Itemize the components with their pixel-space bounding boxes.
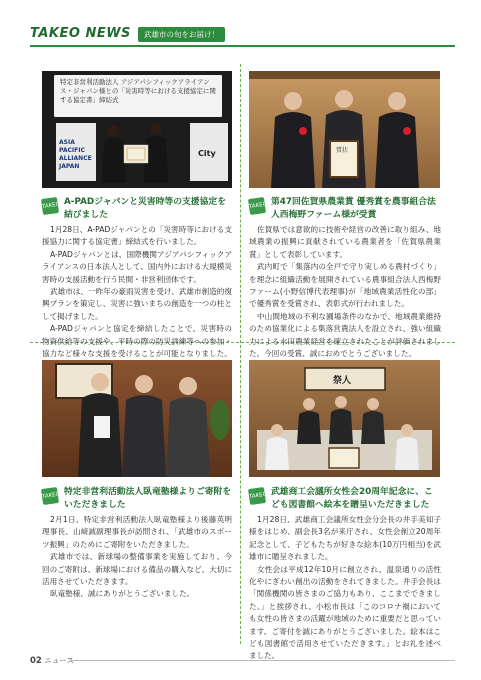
article-award-body xyxy=(249,224,441,360)
column-divider xyxy=(240,64,241,644)
footer-label: ニュース xyxy=(44,656,74,665)
paragraph: 中山間地域の不利な圃場条件のなかで、地域農業維持のため協業化による集落営農法人を設立され、強い組織力による水田農業経営を確立されたことが評価されました。今回の受賞、誠におめでとうございました。 xyxy=(249,311,441,359)
article-apad-heading xyxy=(41,196,234,226)
section-tag: 武雄市の旬をお届け！ xyxy=(138,27,225,42)
paragraph: 臥竜塾様、誠にありがとうございました。 xyxy=(50,589,195,599)
news-badge: TAKEO NEWS xyxy=(248,197,266,215)
footer-rule xyxy=(70,660,455,661)
city-logo-text: City xyxy=(198,149,216,158)
news-badge: TAKEO NEWS xyxy=(248,487,266,505)
photo-agriculture-award xyxy=(249,71,440,188)
article-picturebook-body xyxy=(249,514,441,663)
page-header xyxy=(30,26,455,44)
article-donation-body xyxy=(42,514,232,601)
banner-text: 特定非営利活動法人 アジアパシフィックアライアンス・ジャパン様との「災害時等における支援協定に関する協定書」締結式 xyxy=(60,78,216,104)
header-rule xyxy=(30,45,455,47)
banner-text: 祭人 xyxy=(333,376,352,386)
paragraph: 1月28日、A-PADジャパンとの「災害時等における支援協力に関する協定書」締結式を行いました。 xyxy=(42,225,232,247)
signing-people-illustration xyxy=(42,71,232,188)
paragraph: 女性会は平成12年10月に創立され、温泉通りの活性化やにぎわい創出の活動をされてきました。井手会長は「関係機関の皆さまのご協力もあり、ここまでできました。」と挨拶され、小松市長は「このコロナ禍においても女性の皆さまの活躍が地域のために重要だと思っています。ご寄付を誠にありがとうございました。絵本はこども図書館で活用させていただきます。」とお礼を述べました。 xyxy=(249,564,441,661)
photo-womens-association xyxy=(249,360,440,477)
photo-apad-signing xyxy=(42,71,232,188)
article-award-heading xyxy=(248,196,441,226)
page-footer xyxy=(30,655,74,666)
photo-garyujuku-donation xyxy=(42,360,232,477)
article-title: 武雄商工会議所女性会20周年記念に、こども図書館へ絵本を贈呈いただきました xyxy=(271,487,433,510)
article-apad-body xyxy=(42,224,232,360)
article-donation-heading xyxy=(41,486,234,516)
award-people-illustration xyxy=(249,71,440,188)
paragraph: 武雄市では、新球場の整備事業を実施しており、今回のご寄附は、新球場における備品の購入など、大切に活用させていただきます。 xyxy=(42,552,232,587)
apad-logo-text: ASIA PACIFIC ALLIANCE JAPAN xyxy=(59,139,92,170)
section-title: TAKEO NEWS xyxy=(30,26,131,41)
paragraph: 武内町で「集落内の全戸で守り実しめる農村づくり」を理念に組織活動を展開されている農事組合法人西梅野ファーム(小野信博代表理事)が「地域農業活性化の部」で優秀賞を受賞され、表彰式が行われました。 xyxy=(249,262,441,309)
news-badge: TAKEO NEWS xyxy=(41,197,59,215)
paragraph: 1月28日、武雄商工会議所女性会分会長の井手美知子様をはじめ、副会長3名が来庁され、女性会創立20周年記念として、子どもたちが好きな絵本(10万円相当)を武雄市に贈呈されました。 xyxy=(249,515,441,562)
article-title: 第47回佐賀県農業賞 優秀賞を農事組合法人西梅野ファーム様が受賞 xyxy=(271,197,436,220)
donation-people-illustration xyxy=(42,360,232,477)
news-badge: TAKEO NEWS xyxy=(41,487,59,505)
page-number: 02 xyxy=(30,656,42,666)
certificate-text: 賞状 xyxy=(336,147,349,154)
paragraph: 2月1日、特定非営利活動法人臥竜塾様より後藤英明理事長、山﨑誠副理事長が訪問され、「武雄市のスポーツ振興」のためにご寄附をいただきました。 xyxy=(42,515,232,549)
paragraph: A-PADジャパンと協定を締結したことで、災害時の物資供給等の支援や、平時の際の防災訓練等への参加・協力など様々な支援を受けることが可能となりました。 xyxy=(42,324,232,359)
paragraph: A-PADジャパンとは、国際機関アジアパシフィックアライアンスの日本法人として、国内外における大規模災害時の支援活動を行う民間・非営利団体です。 xyxy=(42,249,232,284)
article-title: A-PADジャパンと災害時等の支援協定を結びました xyxy=(64,197,226,220)
paragraph: 武雄市は、一昨年の豪雨災害を受け、武雄市創造的復興プランを策定し、災害に強いまちの創造を一つの柱として掲げました。 xyxy=(42,287,232,321)
article-picturebook-heading xyxy=(248,486,441,516)
article-title: 特定非営利活動法人臥竜塾様よりご寄附をいただきました xyxy=(64,487,232,510)
paragraph: 佐賀県では意欲的に技術や経営の改善に取り組み、地域農業の振興に貢献されている農業者を「佐賀県農業賞」として表彰しています。 xyxy=(249,225,441,259)
